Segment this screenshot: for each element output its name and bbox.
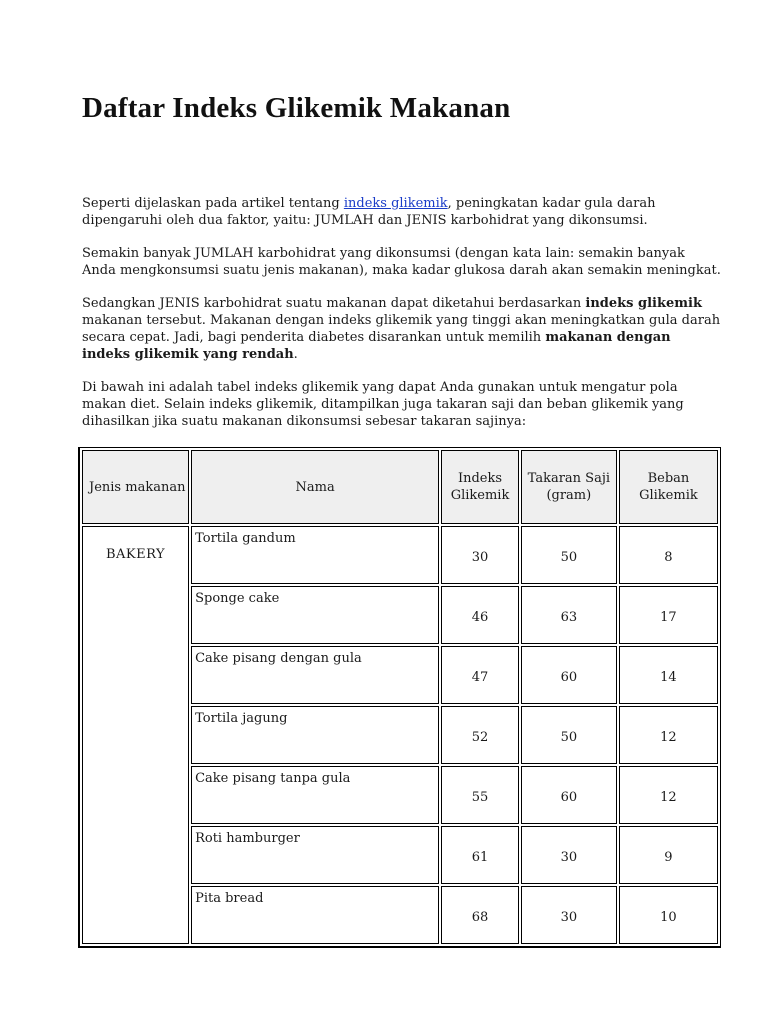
glycemic-index-cell: 52	[441, 706, 519, 764]
table-row	[82, 526, 718, 584]
table-body	[82, 526, 718, 944]
food-name-cell: Tortila jagung	[191, 706, 439, 764]
glycemic-index-cell: 55	[441, 766, 519, 824]
glycemic-index-cell: 68	[441, 886, 519, 944]
serving-size-cell: 63	[521, 586, 617, 644]
serving-size-cell: 50	[521, 526, 617, 584]
indeks-glikemik-link[interactable]: indeks glikemik	[343, 196, 448, 211]
serving-size-cell: 30	[521, 886, 617, 944]
serving-size-cell: 30	[521, 826, 617, 884]
food-name-cell: Tortila gandum	[191, 526, 439, 584]
header-indeks-glikemik: Indeks Glikemik	[441, 450, 519, 524]
serving-size-cell: 60	[521, 766, 617, 824]
header-nama: Nama	[191, 450, 439, 524]
glycemic-load-cell: 17	[619, 586, 718, 644]
glycemic-index-cell: 61	[441, 826, 519, 884]
category-cell: BAKERY	[82, 526, 189, 944]
paragraph-3: Sedangkan JENIS karbohidrat suatu makanan dapat diketahui berdasarkan indeks glikemik makanan tersebut. Makanan dengan indeks glikemik yang tinggi akan meningkatkan gula darah secara cepat. Jadi, bagi penderita diabetes disarankan untuk memilih makanan dengan indeks glikemik yang rendah.	[82, 296, 721, 362]
serving-size-cell: 50	[521, 706, 617, 764]
table-header-row	[82, 450, 718, 524]
article-body	[82, 195, 722, 446]
glycemic-index-cell: 30	[441, 526, 519, 584]
header-takaran-saji: Takaran Saji (gram)	[521, 450, 617, 524]
glycemic-load-cell: 8	[619, 526, 718, 584]
food-name-cell: Pita bread	[191, 886, 439, 944]
header-beban-glikemik: Beban Glikemik	[619, 450, 718, 524]
food-name-cell: Sponge cake	[191, 586, 439, 644]
page-title: Daftar Indeks Glikemik Makanan	[82, 92, 511, 124]
food-name-cell: Cake pisang dengan gula	[191, 646, 439, 704]
glycemic-index-cell: 47	[441, 646, 519, 704]
header-jenis-makanan: Jenis makanan	[82, 450, 189, 524]
glycemic-index-cell: 46	[441, 586, 519, 644]
paragraph-4: Di bawah ini adalah tabel indeks glikemik yang dapat Anda gunakan untuk mengatur pola makan diet. Selain indeks glikemik, ditampilkan juga takaran saji dan beban glikemik yang dihasilkan jika suatu makanan dikonsumsi sebesar takaran sajinya:	[82, 380, 684, 429]
serving-size-cell: 60	[521, 646, 617, 704]
glycemic-load-cell: 14	[619, 646, 718, 704]
food-name-cell: Roti hamburger	[191, 826, 439, 884]
glycemic-load-cell: 10	[619, 886, 718, 944]
food-name-cell: Cake pisang tanpa gula	[191, 766, 439, 824]
paragraph-2: Semakin banyak JUMLAH karbohidrat yang dikonsumsi (dengan kata lain: semakin banyak Anda mengkonsumsi suatu jenis makanan), maka kadar glukosa darah akan semakin meningkat.	[82, 246, 721, 278]
glycemic-load-cell: 12	[619, 766, 718, 824]
glycemic-load-cell: 9	[619, 826, 718, 884]
glycemic-load-cell: 12	[619, 706, 718, 764]
glycemic-index-table	[78, 447, 721, 948]
paragraph-1: Seperti dijelaskan pada artikel tentang indeks glikemik, peningkatan kadar gula darah dipengaruhi oleh dua faktor, yaitu: JUMLAH dan JENIS karbohidrat yang dikonsumsi.	[82, 196, 656, 228]
